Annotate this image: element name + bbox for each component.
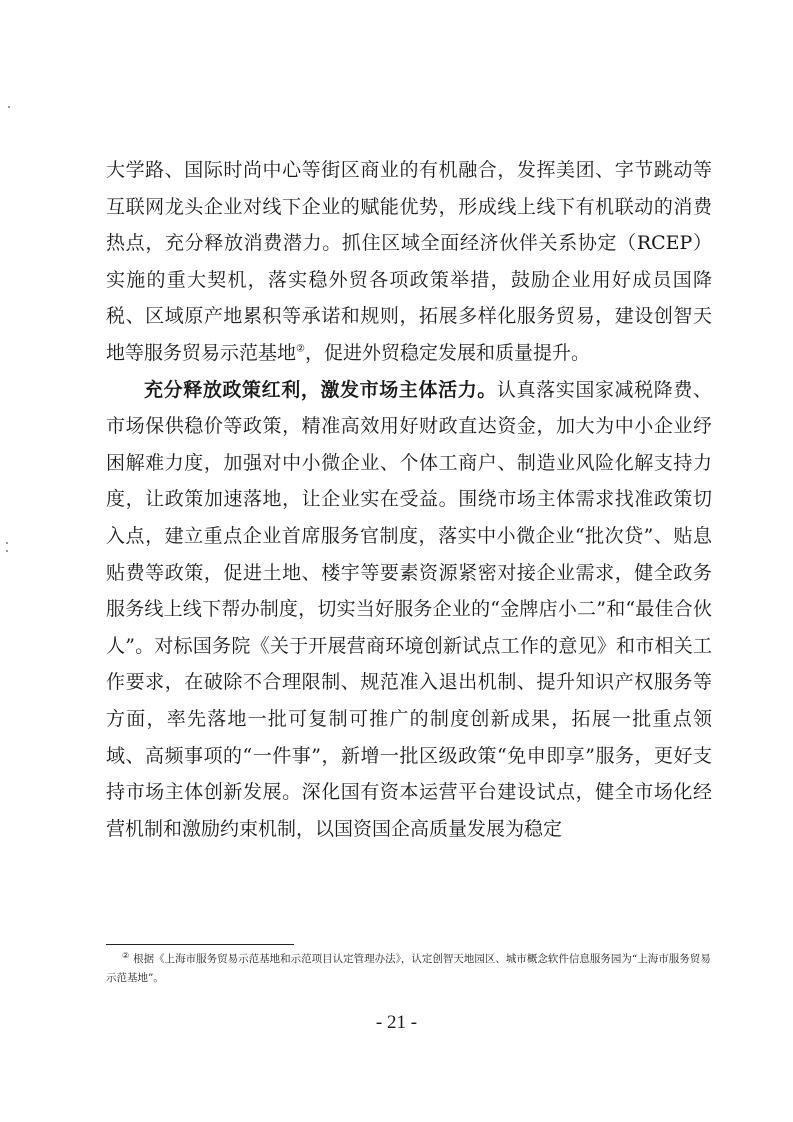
scan-speck [8, 106, 10, 108]
paragraph-1-text: 大学路、国际时尚中心等街区商业的有机融合，发挥美团、字节跳动等互联网龙头企业对线下企业的赋能优势，形成线上线下有机联动的消费热点，充分释放消费潜力。抓住区域全面经济伙伴关系协定（RCEP）实施的重大契机，落实稳外贸各项政策举措，鼓励企业用好成员国降税、区域原产地累积等承诺和规则，拓展多样化服务贸易，建设创智天地等服务贸易示范基地 [106, 159, 712, 364]
footnote-text: 根据《上海市服务贸易示范基地和示范项目认定管理办法》，认定创智天地园区、城市概念软件信息服务园为“上海市服务贸易示范基地”。 [106, 953, 711, 984]
scan-speck [6, 550, 8, 552]
paragraph-1 [106, 152, 712, 372]
scan-speck [6, 542, 8, 544]
footnote-reference: ② [296, 343, 305, 355]
footnote-divider [106, 944, 294, 945]
paragraph-1-tail: ，促进外贸稳定发展和质量提升。 [304, 341, 590, 364]
paragraph-2-text: 认真落实国家减税降费、市场保供稳价等政策，精准高效用好财政直达资金，加大为中小企业纾困解难力度，加强对中小微企业、个体工商户、制造业风险化解支持力度，让政策加速落地，让企业实在受益。围绕市场主体需求找准政策切入点，建立重点企业首席服务官制度，落实中小微企业“批次贷”、贴息贴费等政策，促进土地、楼宇等要素资源紧密对接企业需求，健全政务服务线上线下帮办制度，切实当好服务企业的“金牌店小二”和“最佳合伙人”。对标国务院《关于开展营商环境创新试点工作的意见》和市相关工作要求，在破除不合理限制、规范准入退出机制、提升知识产权服务等方面，率先落地一批可复制可推广的制度创新成果，拓展一批重点领域、高频事项的“一件事”，新增一批区级政策“免申即享”服务，更好支持市场主体创新发展。深化国有资本运营平台建设试点，健全市场化经营机制和激励约束机制，以国资国企高质量发展为稳定 [106, 378, 712, 840]
footnote-mark: ② [122, 950, 130, 960]
paragraph-2 [106, 372, 712, 848]
body-text [106, 152, 712, 847]
page-number: - 21 - [375, 1012, 418, 1033]
footnote [106, 950, 712, 988]
paragraph-2-heading: 充分释放政策红利，激发市场主体活力。 [144, 378, 497, 401]
